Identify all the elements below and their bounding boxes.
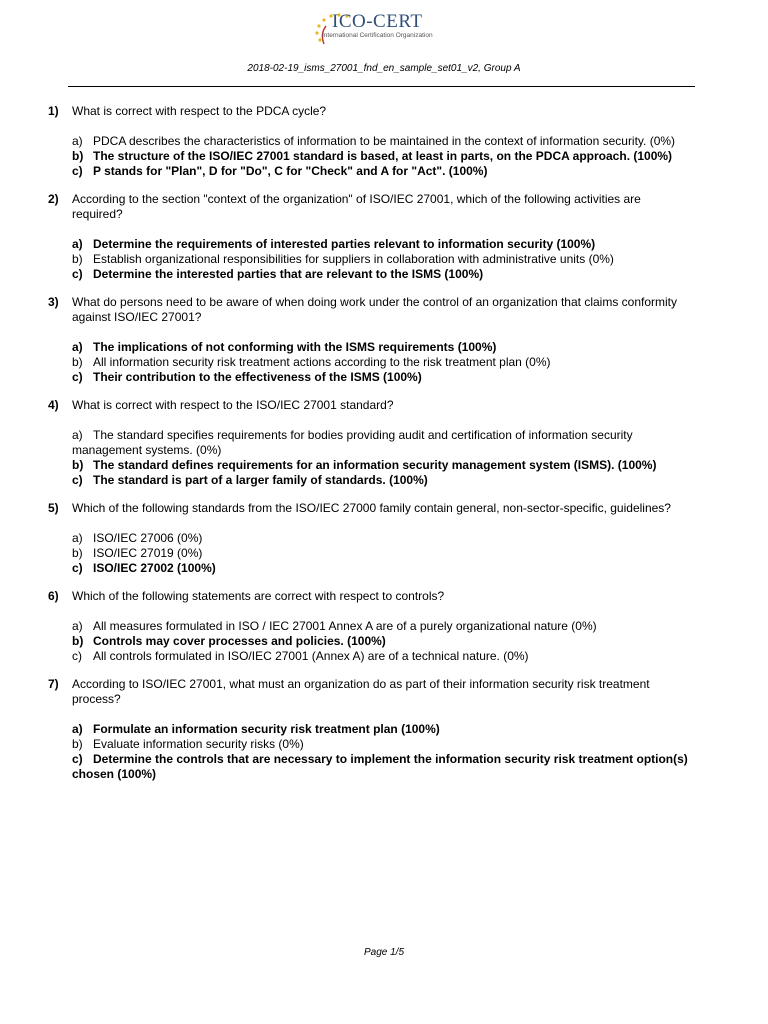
- option-text: Determine the controls that are necessary to implement the information security risk treatment option(s) chosen (100%): [72, 752, 688, 781]
- question-number: 7): [48, 677, 59, 691]
- question-number: 4): [48, 398, 59, 412]
- option-letter: b): [72, 458, 84, 472]
- answer-option-correct: [72, 370, 688, 385]
- option-letter: c): [72, 649, 82, 663]
- option-text: ISO/IEC 27006 (0%): [93, 531, 203, 545]
- answer-option: [72, 252, 688, 267]
- option-text: Establish organizational responsibilities for suppliers in collaboration with administrative units (0%): [93, 252, 614, 266]
- option-text: All controls formulated in ISO/IEC 27001 (Annex A) are of a technical nature. (0%): [93, 649, 529, 663]
- option-letter: a): [72, 722, 83, 736]
- answer-option-correct: [72, 722, 688, 737]
- option-letter: b): [72, 634, 84, 648]
- page-number: Page 1/5: [363, 947, 405, 958]
- answer-option-correct: [72, 149, 688, 164]
- answer-option: [72, 531, 688, 546]
- option-text: All information security risk treatment actions according to the risk treatment plan (0%): [93, 355, 551, 369]
- question-number: 5): [48, 501, 59, 515]
- option-letter: c): [72, 267, 83, 281]
- answer-option-correct: [72, 561, 688, 576]
- question-text: According to the section "context of the organization" of ISO/IEC 27001, which of the following activities are required?: [72, 192, 641, 221]
- option-text: PDCA describes the characteristics of information to be maintained in the context of information security. (0%): [93, 134, 676, 148]
- ico-cert-logo: [312, 10, 462, 44]
- option-letter: b): [72, 355, 83, 369]
- option-letter: b): [72, 737, 83, 751]
- question-item: [48, 677, 688, 782]
- question-item: [48, 589, 688, 664]
- answer-option-correct: [72, 237, 688, 252]
- answer-option-correct: [72, 752, 688, 782]
- answer-option: [72, 649, 688, 664]
- answer-option: [72, 546, 688, 561]
- option-letter: b): [72, 546, 83, 560]
- option-text: Determine the interested parties that are relevant to the ISMS (100%): [93, 267, 484, 281]
- option-letter: a): [72, 340, 83, 354]
- question-text: What is correct with respect to the ISO/IEC 27001 standard?: [72, 398, 394, 412]
- option-text: The implications of not conforming with the ISMS requirements (100%): [93, 340, 497, 354]
- question-number: 3): [48, 295, 59, 309]
- option-text: Evaluate information security risks (0%): [93, 737, 304, 751]
- answer-option-correct: [72, 164, 688, 179]
- option-letter: a): [72, 428, 83, 442]
- option-letter: c): [72, 473, 83, 487]
- option-text: Determine the requirements of interested parties relevant to information security (100%): [93, 237, 596, 251]
- question-item: [48, 501, 688, 576]
- option-letter: c): [72, 752, 83, 766]
- logo-subtitle: International Certification Organization: [322, 32, 433, 39]
- question-item: [48, 104, 688, 179]
- option-letter: b): [72, 149, 84, 163]
- option-text: Their contribution to the effectiveness of the ISMS (100%): [93, 370, 422, 384]
- option-letter: c): [72, 561, 83, 575]
- answer-option: [72, 619, 688, 634]
- option-text: The standard defines requirements for an information security management system (ISMS). (100%): [93, 458, 657, 472]
- option-letter: a): [72, 619, 83, 633]
- option-text: ISO/IEC 27002 (100%): [93, 561, 216, 575]
- question-list: [48, 104, 688, 795]
- answer-option-correct: [72, 634, 688, 649]
- option-text: P stands for "Plan", D for "Do", C for "Check" and A for "Act". (100%): [93, 164, 488, 178]
- option-text: The standard specifies requirements for bodies providing audit and certification of information security management systems. (0%): [72, 428, 633, 457]
- question-number: 2): [48, 192, 59, 206]
- answer-option: [72, 134, 688, 149]
- answer-option-correct: [72, 473, 688, 488]
- question-item: [48, 398, 688, 488]
- option-letter: a): [72, 134, 83, 148]
- header-divider: [68, 86, 695, 87]
- answer-option: [72, 355, 688, 370]
- option-text: Controls may cover processes and policies. (100%): [93, 634, 386, 648]
- document-reference: 2018-02-19_isms_27001_fnd_en_sample_set01_v2, Group A: [247, 63, 521, 74]
- option-letter: c): [72, 370, 83, 384]
- answer-option: [72, 428, 688, 458]
- option-letter: a): [72, 531, 83, 545]
- question-text: What is correct with respect to the PDCA cycle?: [72, 104, 327, 118]
- question-text: Which of the following standards from the ISO/IEC 27000 family contain general, non-sector-specific, guidelines?: [72, 501, 671, 515]
- question-number: 1): [48, 104, 59, 118]
- question-number: 6): [48, 589, 59, 603]
- question-item: [48, 295, 688, 385]
- option-letter: a): [72, 237, 83, 251]
- logo-title: ICO-CERT: [332, 11, 423, 32]
- option-text: ISO/IEC 27019 (0%): [93, 546, 203, 560]
- option-text: The standard is part of a larger family of standards. (100%): [93, 473, 428, 487]
- option-letter: b): [72, 252, 83, 266]
- answer-option-correct: [72, 458, 688, 473]
- answer-option: [72, 737, 688, 752]
- option-text: Formulate an information security risk treatment plan (100%): [93, 722, 440, 736]
- question-text: Which of the following statements are correct with respect to controls?: [72, 589, 445, 603]
- answer-option-correct: [72, 267, 688, 282]
- answer-option-correct: [72, 340, 688, 355]
- option-text: The structure of the ISO/IEC 27001 standard is based, at least in parts, on the PDCA approach. (100%): [93, 149, 673, 163]
- option-letter: c): [72, 164, 83, 178]
- option-text: All measures formulated in ISO / IEC 27001 Annex A are of a purely organizational nature (0%): [93, 619, 597, 633]
- question-text: According to ISO/IEC 27001, what must an organization do as part of their information security risk treatment process?: [72, 677, 650, 706]
- question-text: What do persons need to be aware of when doing work under the control of an organization that claims conformity against ISO/IEC 27001?: [72, 295, 678, 324]
- question-item: [48, 192, 688, 282]
